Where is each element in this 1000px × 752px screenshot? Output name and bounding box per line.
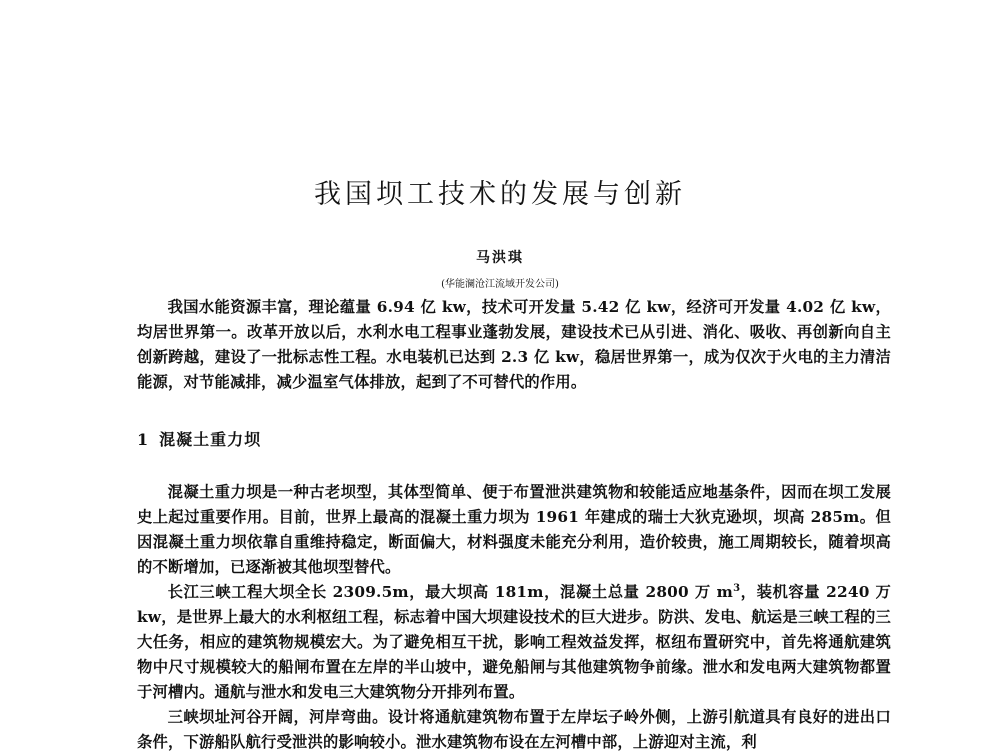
abstract-paragraph: 我国水能资源丰富，理论蕴量 6.94 亿 kw，技术可开发量 5.42 亿 kw，经济可开发量 4.02 亿 kw，均居世界第一。改革开放以后，水利水电工程事业蓬勃发展，建设技术已从引进、消化、吸收、再创新向自主创新跨越，建设了一批标志性工程。水电装机已达到 2.3 亿 kw，稳居世界第一，成为仅次于火电的主力清洁能源，对节能减排，减少温室气体排放，起到了不可替代的作用。 xyxy=(137,298,891,391)
paragraph-2-text-a: 长江三峡工程大坝全长 2309.5m，最大坝高 181m，混凝土总量 2800 万 m xyxy=(167,583,734,601)
section-heading xyxy=(137,427,261,450)
body-paragraph-2 xyxy=(137,580,891,705)
paragraph-2-text-b: ，装机容量 2240 万 kw，是世界上最大的水利枢纽工程，标志着中国大坝建设技术的巨大进步。防洪、发电、航运是三峡工程的三大任务，相应的建筑物规模宏大。为了避免相互干扰，影响工程效益发挥，枢纽布置研究中，首先将通航建筑物中尺寸规模较大的船闸布置在左岸的半山坡中，避免船闸与其他建筑物争前缘。泄水和发电两大建筑物都置于河槽内。通航与泄水和发电三大建筑物分开排列布置。 xyxy=(137,583,891,701)
author-name: 马洪琪 xyxy=(476,250,524,266)
body-paragraph-3: 三峡坝址河谷开阔，河岸弯曲。设计将通航建筑物布置于左岸坛子岭外侧，上游引航道具有良好的进出口条件，下游船队航行受泄洪的影响较小。泄水建筑物布设在左河槽中部，上游迎对主流，利 xyxy=(137,708,891,751)
section-number: 1 xyxy=(137,430,150,449)
author-affiliation: (华能澜沧江流域开发公司) xyxy=(441,279,559,290)
section-title: 混凝土重力坝 xyxy=(159,430,262,449)
body-paragraph-1: 混凝土重力坝是一种古老坝型，其体型简单、便于布置泄洪建筑物和较能适应地基条件，因而在坝工发展史上起过重要作用。目前，世界上最高的混凝土重力坝为 1961 年建成的瑞士大狄克逊坝，坝高 285m。但因混凝土重力坝依靠自重维持稳定，断面偏大，材料强度未能充分利用，造价较贵，施工周期较长，随着坝高的不断增加，已逐渐被其他坝型替代。 xyxy=(137,483,891,576)
superscript-cubic: 3 xyxy=(733,582,741,594)
paper-title: 我国坝工技术的发展与创新 xyxy=(314,179,686,210)
